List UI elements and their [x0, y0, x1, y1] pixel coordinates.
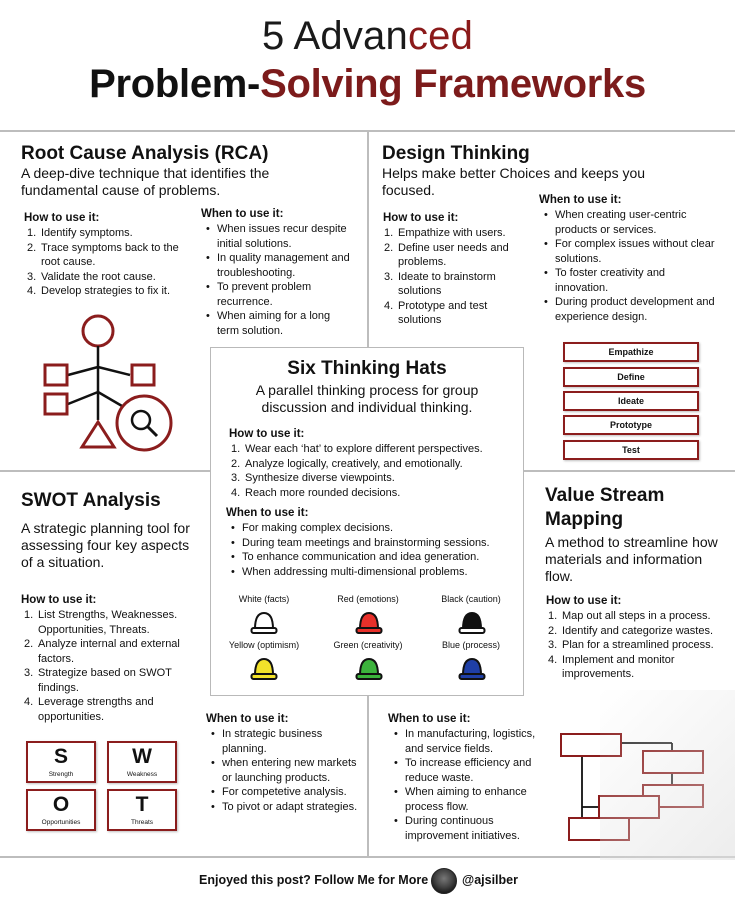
title-line-1	[0, 14, 735, 59]
list-item: 4. Reach more rounded decisions.	[231, 486, 401, 499]
list-item: 3. Ideate to brainstorm solutions	[384, 270, 496, 297]
list-item: • When issues recur despite initial solutions.	[201, 222, 351, 251]
swot-when-list	[206, 727, 361, 814]
swot-word: Opportunities	[41, 819, 81, 826]
list-item: 4. Prototype and test solutions	[384, 299, 488, 326]
list-item: 2. Analyze internal and external factors.	[24, 638, 180, 665]
vsm-when-label: When to use it:	[388, 713, 471, 725]
divider-top-vertical	[367, 130, 369, 347]
green-hat-icon	[355, 655, 383, 681]
list-item: • During continuous improvement initiatives.	[389, 814, 549, 843]
hat-label-white: White (facts)	[238, 594, 290, 604]
list-item: • During product development and experience design.	[539, 295, 715, 324]
hat-label-black: Black (caution)	[441, 594, 501, 604]
vsm-how-list	[546, 609, 726, 682]
design-when-label: When to use it:	[539, 194, 622, 206]
list-item: 4. Leverage strengths and opportunities.	[24, 696, 154, 723]
swot-letter: W	[132, 745, 152, 768]
red-hat-icon	[355, 609, 383, 635]
title-line-2	[0, 62, 735, 107]
list-item: • When creating user-centric products or services.	[539, 208, 715, 237]
divider-bottom-vertical	[367, 696, 369, 856]
vsm-how-label: How to use it:	[546, 595, 622, 607]
hats-how-label: How to use it:	[229, 428, 305, 440]
blue-hat-icon	[458, 655, 486, 681]
hats-how-list	[229, 442, 519, 500]
rca-when-list	[201, 222, 351, 338]
list-item: • For competetive analysis.	[206, 785, 361, 800]
swot-letter: O	[52, 793, 70, 816]
vsm-when-list	[389, 727, 549, 843]
list-item: 1. Map out all steps in a process.	[548, 610, 711, 622]
swot-how-label: How to use it:	[21, 594, 97, 606]
list-item: 2. Define user needs and problems.	[384, 241, 509, 268]
yellow-hat-icon	[250, 655, 278, 681]
swot-letter: T	[135, 793, 149, 816]
list-item: • when entering new markets or launching products.	[206, 756, 361, 785]
hats-description: A parallel thinking process for group discussion and individual thinking.	[255, 382, 479, 415]
swot-word: Threats	[130, 819, 154, 826]
list-item: • To foster creativity and innovation.	[539, 266, 715, 295]
footer-text: Enjoyed this post? Follow Me for More	[199, 873, 429, 887]
list-item: • When aiming to enhance process flow.	[389, 785, 549, 814]
list-item: • For making complex decisions.	[226, 521, 521, 536]
title-line-2-text: Problem-	[89, 62, 261, 106]
swot-box-threats	[107, 789, 177, 831]
design-title: Design Thinking	[382, 143, 530, 164]
title-line-2-accent: Solving Frameworks	[260, 62, 646, 106]
list-item: 3. Validate the root cause.	[27, 270, 156, 283]
black-hat-icon	[458, 609, 486, 635]
list-item: 3. Synthesize diverse viewpoints.	[231, 472, 395, 484]
list-item: 3. Plan for a streamlined process.	[548, 639, 714, 651]
list-item: 1. List Strengths, Weaknesses. Opportunities, Threats.	[24, 609, 178, 636]
design-stage-prototype: Prototype	[563, 415, 699, 435]
swot-box-weakness	[107, 741, 177, 783]
list-item: • To increase efficiency and reduce waste.	[389, 756, 549, 785]
list-item: 4. Develop strategies to fix it.	[27, 285, 171, 297]
white-hat-icon	[250, 609, 278, 635]
design-description: Helps make better Choices and keeps you focused.	[382, 165, 646, 198]
list-item: • When addressing multi-dimensional problems.	[226, 565, 521, 580]
design-stage-define: Define	[563, 367, 699, 387]
list-item: • For complex issues without clear solutions.	[539, 237, 715, 266]
list-item: 1. Empathize with users.	[384, 227, 506, 239]
rca-title: Root Cause Analysis (RCA)	[21, 143, 269, 164]
list-item: 3. Strategize based on SWOT findings.	[24, 667, 172, 694]
design-stage-ideate: Ideate	[563, 391, 699, 411]
swot-title: SWOT Analysis	[21, 490, 161, 511]
title-line-1-accent: ced	[407, 14, 474, 58]
swot-word: Strength	[48, 771, 74, 778]
list-item: • In manufacturing, logistics, and service fields.	[389, 727, 549, 756]
hats-title: Six Thinking Hats	[287, 358, 447, 379]
hat-label-red: Red (emotions)	[337, 594, 399, 604]
design-how-label: How to use it:	[383, 212, 459, 224]
list-item: 1. Wear each ‘hat’ to explore different perspectives.	[231, 443, 483, 455]
list-item: • To pivot or adapt strategies.	[206, 800, 361, 815]
hat-label-green: Green (creativity)	[333, 640, 403, 650]
list-item: • During team meetings and brainstorming sessions.	[226, 536, 521, 551]
design-stage-test: Test	[563, 440, 699, 460]
list-item: 4. Implement and monitor improvements.	[548, 653, 675, 680]
swot-when-label: When to use it:	[206, 713, 289, 725]
corner-shade	[600, 690, 735, 860]
list-item: • When aiming for a long term solution.	[201, 309, 351, 338]
hats-when-list	[226, 521, 521, 579]
vsm-description: A method to streamline how materials and information flow.	[545, 534, 718, 584]
rca-description: A deep-dive technique that identifies the fundamental cause of problems.	[21, 165, 270, 198]
list-item: 2. Trace symptoms back to the root cause.	[27, 241, 179, 268]
swot-letter: S	[53, 745, 68, 768]
divider-mid-left	[0, 470, 210, 472]
design-when-list	[539, 208, 715, 324]
swot-box-opportunities	[26, 789, 96, 831]
swot-how-list	[22, 608, 197, 724]
footer-handle[interactable]: @ajsilber	[462, 873, 518, 887]
rca-diagram-icon	[40, 312, 190, 452]
avatar[interactable]	[431, 868, 457, 894]
design-how-list	[382, 226, 527, 328]
list-item: 2. Analyze logically, creatively, and emotionally.	[231, 457, 463, 470]
list-item: • To prevent problem recurrence.	[201, 280, 351, 309]
hat-label-yellow: Yellow (optimism)	[228, 640, 300, 650]
vsm-title: Value Stream Mapping	[545, 485, 665, 530]
hats-when-label: When to use it:	[226, 507, 309, 519]
list-item: 1. Identify symptoms.	[27, 227, 133, 239]
design-stage-empathize: Empathize	[563, 342, 699, 362]
swot-word: Weakness	[126, 771, 158, 778]
divider-mid-right	[524, 470, 735, 472]
rca-how-list	[25, 226, 185, 299]
rca-when-label: When to use it:	[201, 208, 284, 220]
list-item: • In strategic business planning.	[206, 727, 361, 756]
hat-label-blue: Blue (process)	[441, 640, 501, 650]
list-item: 2. Identify and categorize wastes.	[548, 624, 714, 637]
rca-how-label: How to use it:	[24, 212, 100, 224]
title-line-1-text: 5 Advan	[261, 14, 408, 58]
list-item: • To enhance communication and idea generation.	[226, 550, 521, 565]
list-item: • In quality management and troubleshooting.	[201, 251, 351, 280]
swot-box-strength	[26, 741, 96, 783]
swot-description: A strategic planning tool for assessing four key aspects of a situation.	[21, 520, 190, 570]
